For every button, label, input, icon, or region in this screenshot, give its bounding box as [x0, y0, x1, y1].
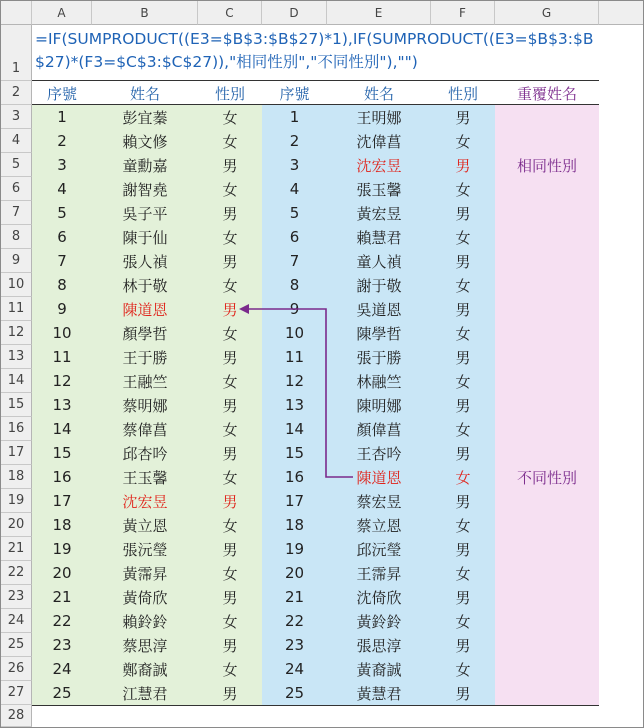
left-no-cell[interactable]: 15 [52, 444, 72, 462]
left-name-cell[interactable]: 邱杏吟 [122, 444, 168, 463]
right-name-cell[interactable]: 沈倚欣 [356, 588, 402, 607]
left-no-cell[interactable]: 22 [52, 612, 72, 630]
row-header[interactable]: 28 [1, 705, 32, 727]
left-name-cell[interactable]: 黃倚欣 [122, 588, 168, 607]
left-no-cell[interactable]: 21 [52, 588, 72, 606]
row-header[interactable]: 11 [1, 297, 32, 321]
row-header[interactable]: 6 [1, 177, 32, 201]
left-name-cell[interactable]: 陳于仙 [122, 228, 168, 247]
column-header-e[interactable]: E [327, 1, 431, 25]
row-header[interactable]: 18 [1, 465, 32, 489]
right-no-cell[interactable]: 14 [284, 420, 305, 438]
left-no-cell[interactable]: 11 [52, 348, 72, 366]
left-gender-cell[interactable]: 女 [222, 468, 238, 487]
left-no-cell[interactable]: 14 [52, 420, 72, 438]
right-gender-cell[interactable]: 男 [455, 636, 471, 655]
right-name-cell[interactable]: 林融竺 [356, 372, 402, 391]
left-name-cell[interactable]: 童勳嘉 [122, 156, 168, 175]
header-left-gender[interactable]: 性別 [214, 84, 245, 103]
left-gender-cell[interactable]: 女 [222, 132, 238, 151]
right-gender-cell[interactable]: 女 [455, 180, 471, 199]
row-header[interactable]: 2 [1, 81, 32, 105]
row-header[interactable]: 9 [1, 249, 32, 273]
row-header[interactable]: 20 [1, 513, 32, 537]
right-name-cell[interactable]: 張于勝 [356, 348, 402, 367]
column-header-d[interactable]: D [262, 1, 327, 25]
row-header[interactable]: 10 [1, 273, 32, 297]
right-no-cell[interactable]: 12 [284, 372, 305, 390]
left-name-cell[interactable]: 吳子平 [122, 204, 168, 223]
left-gender-cell[interactable]: 男 [222, 684, 238, 703]
result-same-gender[interactable]: 相同性別 [516, 156, 577, 175]
right-no-cell[interactable]: 7 [289, 252, 300, 270]
row-header[interactable]: 14 [1, 369, 32, 393]
right-name-cell[interactable]: 王明娜 [356, 108, 402, 127]
right-no-cell[interactable]: 25 [284, 684, 305, 702]
right-name-cell[interactable]: 張思淳 [356, 636, 402, 655]
right-name-cell[interactable]: 蔡立恩 [356, 516, 402, 535]
left-gender-cell[interactable]: 女 [222, 324, 238, 343]
right-gender-cell[interactable]: 男 [455, 348, 471, 367]
right-no-cell[interactable]: 20 [284, 564, 305, 582]
left-no-cell[interactable]: 13 [52, 396, 72, 414]
row-header[interactable]: 23 [1, 585, 32, 609]
left-no-cell[interactable]: 25 [52, 684, 72, 702]
left-no-cell[interactable]: 4 [57, 180, 67, 198]
arrowhead-icon [239, 304, 249, 314]
row-header[interactable]: 12 [1, 321, 32, 345]
right-name-cell[interactable]: 陳學哲 [356, 324, 402, 343]
right-gender-cell[interactable]: 女 [455, 564, 471, 583]
left-name-cell[interactable]: 謝智堯 [122, 180, 168, 199]
right-no-cell[interactable]: 19 [284, 540, 305, 558]
arrow-line [247, 309, 353, 477]
left-no-cell[interactable]: 5 [57, 204, 67, 222]
right-gender-cell[interactable]: 男 [455, 156, 471, 175]
left-no-cell[interactable]: 8 [57, 276, 67, 294]
row-header[interactable]: 17 [1, 441, 32, 465]
left-no-cell[interactable]: 17 [52, 492, 72, 510]
left-name-cell[interactable]: 蔡思淳 [122, 636, 168, 655]
left-gender-cell[interactable]: 男 [222, 300, 238, 319]
left-gender-cell[interactable]: 女 [222, 276, 238, 295]
right-gender-cell[interactable]: 女 [455, 372, 471, 391]
row-header[interactable]: 19 [1, 489, 32, 513]
left-name-cell[interactable]: 黃霈昇 [122, 564, 168, 583]
left-no-cell[interactable]: 1 [57, 108, 67, 126]
right-no-cell[interactable]: 11 [284, 348, 305, 366]
formula-line-2: $27)*(F3=$C$3:$C$27)),"相同性別","不同性別"),"") [35, 53, 418, 71]
right-no-cell[interactable]: 1 [289, 108, 300, 126]
right-name-cell[interactable]: 吳道恩 [356, 300, 402, 319]
row-header[interactable]: 8 [1, 225, 32, 249]
right-name-cell[interactable]: 黃宏昱 [356, 204, 402, 223]
left-name-cell[interactable]: 林于敬 [122, 276, 168, 295]
right-name-cell[interactable]: 賴慧君 [356, 228, 402, 247]
left-name-cell[interactable]: 蔡偉菖 [122, 420, 168, 439]
right-gender-cell[interactable]: 女 [455, 276, 471, 295]
left-name-cell[interactable]: 王于勝 [122, 348, 168, 367]
right-no-cell[interactable]: 6 [289, 228, 300, 246]
left-no-cell[interactable]: 20 [52, 564, 72, 582]
right-no-cell[interactable]: 3 [289, 156, 300, 174]
left-no-cell[interactable]: 23 [52, 636, 72, 654]
left-gender-cell[interactable]: 男 [222, 540, 238, 559]
left-gender-cell[interactable]: 男 [222, 252, 238, 271]
right-gender-cell[interactable]: 男 [455, 684, 471, 703]
left-no-cell[interactable]: 7 [57, 252, 67, 270]
right-no-cell[interactable]: 23 [284, 636, 305, 654]
header-duplicate-name[interactable]: 重覆姓名 [516, 84, 577, 103]
right-name-cell[interactable]: 黃鈴鈴 [356, 612, 402, 631]
right-gender-cell[interactable]: 女 [455, 468, 471, 487]
result-different-gender[interactable]: 不同性別 [516, 468, 577, 487]
left-gender-cell[interactable]: 女 [222, 564, 238, 583]
row-header[interactable]: 16 [1, 417, 32, 441]
right-no-cell[interactable]: 10 [284, 324, 305, 342]
right-name-cell[interactable]: 黃裔誠 [356, 660, 402, 679]
header-right-no[interactable]: 序號 [279, 84, 310, 103]
right-name-cell[interactable]: 陳明娜 [356, 396, 402, 415]
left-gender-cell[interactable]: 女 [222, 108, 238, 127]
right-gender-cell[interactable]: 男 [455, 252, 471, 271]
right-name-cell[interactable]: 顏偉菖 [356, 420, 402, 439]
left-gender-cell[interactable]: 男 [222, 636, 238, 655]
right-name-cell[interactable]: 陳道恩 [356, 468, 402, 487]
right-name-cell[interactable]: 黃慧君 [356, 684, 402, 703]
row-header[interactable]: 22 [1, 561, 32, 585]
left-name-cell[interactable]: 賴鈴鈴 [122, 612, 168, 631]
left-name-cell[interactable]: 王玉馨 [122, 468, 168, 487]
header-left-no[interactable]: 序號 [46, 84, 77, 103]
left-gender-cell[interactable]: 女 [222, 372, 238, 391]
right-name-cell[interactable]: 張玉馨 [356, 180, 402, 199]
left-gender-cell[interactable]: 男 [222, 444, 238, 463]
right-gender-cell[interactable]: 男 [455, 300, 471, 319]
row-header[interactable]: 1 [1, 25, 32, 81]
left-gender-cell[interactable]: 女 [222, 660, 238, 679]
header-right-name[interactable]: 姓名 [363, 84, 394, 103]
left-gender-cell[interactable]: 女 [222, 228, 238, 247]
right-name-cell[interactable]: 沈偉菖 [356, 132, 402, 151]
left-name-cell[interactable]: 賴文修 [122, 132, 168, 151]
left-no-cell[interactable]: 6 [57, 228, 67, 246]
left-no-cell[interactable]: 24 [52, 660, 72, 678]
left-no-cell[interactable]: 18 [52, 516, 72, 534]
left-name-cell[interactable]: 顏學哲 [122, 324, 168, 343]
right-gender-cell[interactable]: 女 [455, 660, 471, 679]
right-no-cell[interactable]: 2 [289, 132, 300, 150]
row-header[interactable]: 5 [1, 153, 32, 177]
right-name-cell[interactable]: 邱沅瑩 [356, 540, 402, 559]
left-name-cell[interactable]: 彭宜蓁 [122, 108, 168, 127]
right-no-cell[interactable]: 8 [289, 276, 300, 294]
row-header[interactable]: 15 [1, 393, 32, 417]
column-header-f[interactable]: F [431, 1, 495, 25]
right-gender-cell[interactable]: 女 [455, 132, 471, 151]
left-name-cell[interactable]: 王融竺 [122, 372, 168, 391]
left-name-cell[interactable]: 蔡明娜 [122, 396, 168, 415]
row-header[interactable]: 25 [1, 633, 32, 657]
left-name-cell[interactable]: 沈宏昱 [122, 492, 168, 511]
left-no-cell[interactable]: 10 [52, 324, 72, 342]
right-gender-cell[interactable]: 男 [455, 588, 471, 607]
row-header[interactable]: 24 [1, 609, 32, 633]
left-no-cell[interactable]: 19 [52, 540, 72, 558]
left-gender-cell[interactable]: 男 [222, 156, 238, 175]
right-gender-cell[interactable]: 男 [455, 492, 471, 511]
left-no-cell[interactable]: 2 [57, 132, 67, 150]
right-name-cell[interactable]: 王霈昇 [356, 564, 402, 583]
left-name-cell[interactable]: 鄭裔誠 [122, 660, 168, 679]
left-name-cell[interactable]: 江慧君 [122, 684, 168, 703]
row-header[interactable]: 21 [1, 537, 32, 561]
right-no-cell[interactable]: 9 [289, 300, 300, 318]
left-name-cell[interactable]: 張人禎 [122, 252, 168, 271]
right-no-cell[interactable]: 4 [289, 180, 300, 198]
left-gender-cell[interactable]: 男 [222, 588, 238, 607]
row-header[interactable]: 4 [1, 129, 32, 153]
right-gender-cell[interactable]: 女 [455, 612, 471, 631]
right-no-cell[interactable]: 5 [289, 204, 300, 222]
column-header-a[interactable]: A [32, 1, 92, 25]
row-header[interactable]: 26 [1, 657, 32, 681]
right-name-cell[interactable]: 沈宏昱 [356, 156, 402, 175]
right-name-cell[interactable]: 王杏吟 [356, 444, 402, 463]
left-gender-cell[interactable]: 男 [222, 204, 238, 223]
row-header[interactable]: 13 [1, 345, 32, 369]
right-gender-cell[interactable]: 男 [455, 204, 471, 223]
right-gender-cell[interactable]: 女 [455, 324, 471, 343]
left-no-cell[interactable]: 3 [57, 156, 67, 174]
left-gender-cell[interactable]: 女 [222, 420, 238, 439]
right-gender-cell[interactable]: 男 [455, 396, 471, 415]
right-no-cell[interactable]: 21 [284, 588, 305, 606]
right-gender-cell[interactable]: 男 [455, 444, 471, 463]
left-name-cell[interactable]: 陳道恩 [122, 300, 168, 319]
right-gender-cell[interactable]: 男 [455, 108, 471, 127]
right-name-cell[interactable]: 蔡宏昱 [356, 492, 402, 511]
header-right-gender[interactable]: 性別 [447, 84, 478, 103]
formula-line-1: =IF(SUMPRODUCT((E3=$B$3:$B$27)*1),IF(SUMPRODUCT((E3=$B$3:$B [35, 30, 594, 48]
right-gender-cell[interactable]: 男 [455, 540, 471, 559]
header-left-name[interactable]: 姓名 [129, 84, 160, 103]
left-no-cell[interactable]: 16 [52, 468, 72, 486]
column-header-c[interactable]: C [198, 1, 262, 25]
left-gender-cell[interactable]: 男 [222, 492, 238, 511]
column-header-b[interactable]: B [92, 1, 198, 25]
left-gender-cell[interactable]: 男 [222, 348, 238, 367]
column-header-g[interactable]: G [495, 1, 599, 25]
right-gender-cell[interactable]: 女 [455, 228, 471, 247]
right-gender-cell[interactable]: 女 [455, 420, 471, 439]
right-no-cell[interactable]: 17 [284, 492, 305, 510]
right-gender-cell[interactable]: 女 [455, 516, 471, 535]
right-no-cell[interactable]: 22 [284, 612, 305, 630]
left-no-cell[interactable]: 9 [57, 300, 67, 318]
left-gender-cell[interactable]: 男 [222, 396, 238, 415]
right-no-cell[interactable]: 16 [284, 468, 305, 486]
link-arrow [1, 1, 643, 727]
right-no-cell[interactable]: 24 [284, 660, 305, 678]
left-name-cell[interactable]: 張沅瑩 [122, 540, 168, 559]
right-name-cell[interactable]: 謝于敬 [356, 276, 402, 295]
row-header[interactable]: 3 [1, 105, 32, 129]
right-no-cell[interactable]: 15 [284, 444, 305, 462]
right-no-cell[interactable]: 18 [284, 516, 305, 534]
row-header[interactable]: 7 [1, 201, 32, 225]
left-no-cell[interactable]: 12 [52, 372, 72, 390]
right-name-cell[interactable]: 童人禎 [356, 252, 402, 271]
left-gender-cell[interactable]: 女 [222, 516, 238, 535]
row-header[interactable]: 27 [1, 681, 32, 705]
right-no-cell[interactable]: 13 [284, 396, 305, 414]
left-gender-cell[interactable]: 女 [222, 180, 238, 199]
left-name-cell[interactable]: 黃立恩 [122, 516, 168, 535]
left-gender-cell[interactable]: 女 [222, 612, 238, 631]
